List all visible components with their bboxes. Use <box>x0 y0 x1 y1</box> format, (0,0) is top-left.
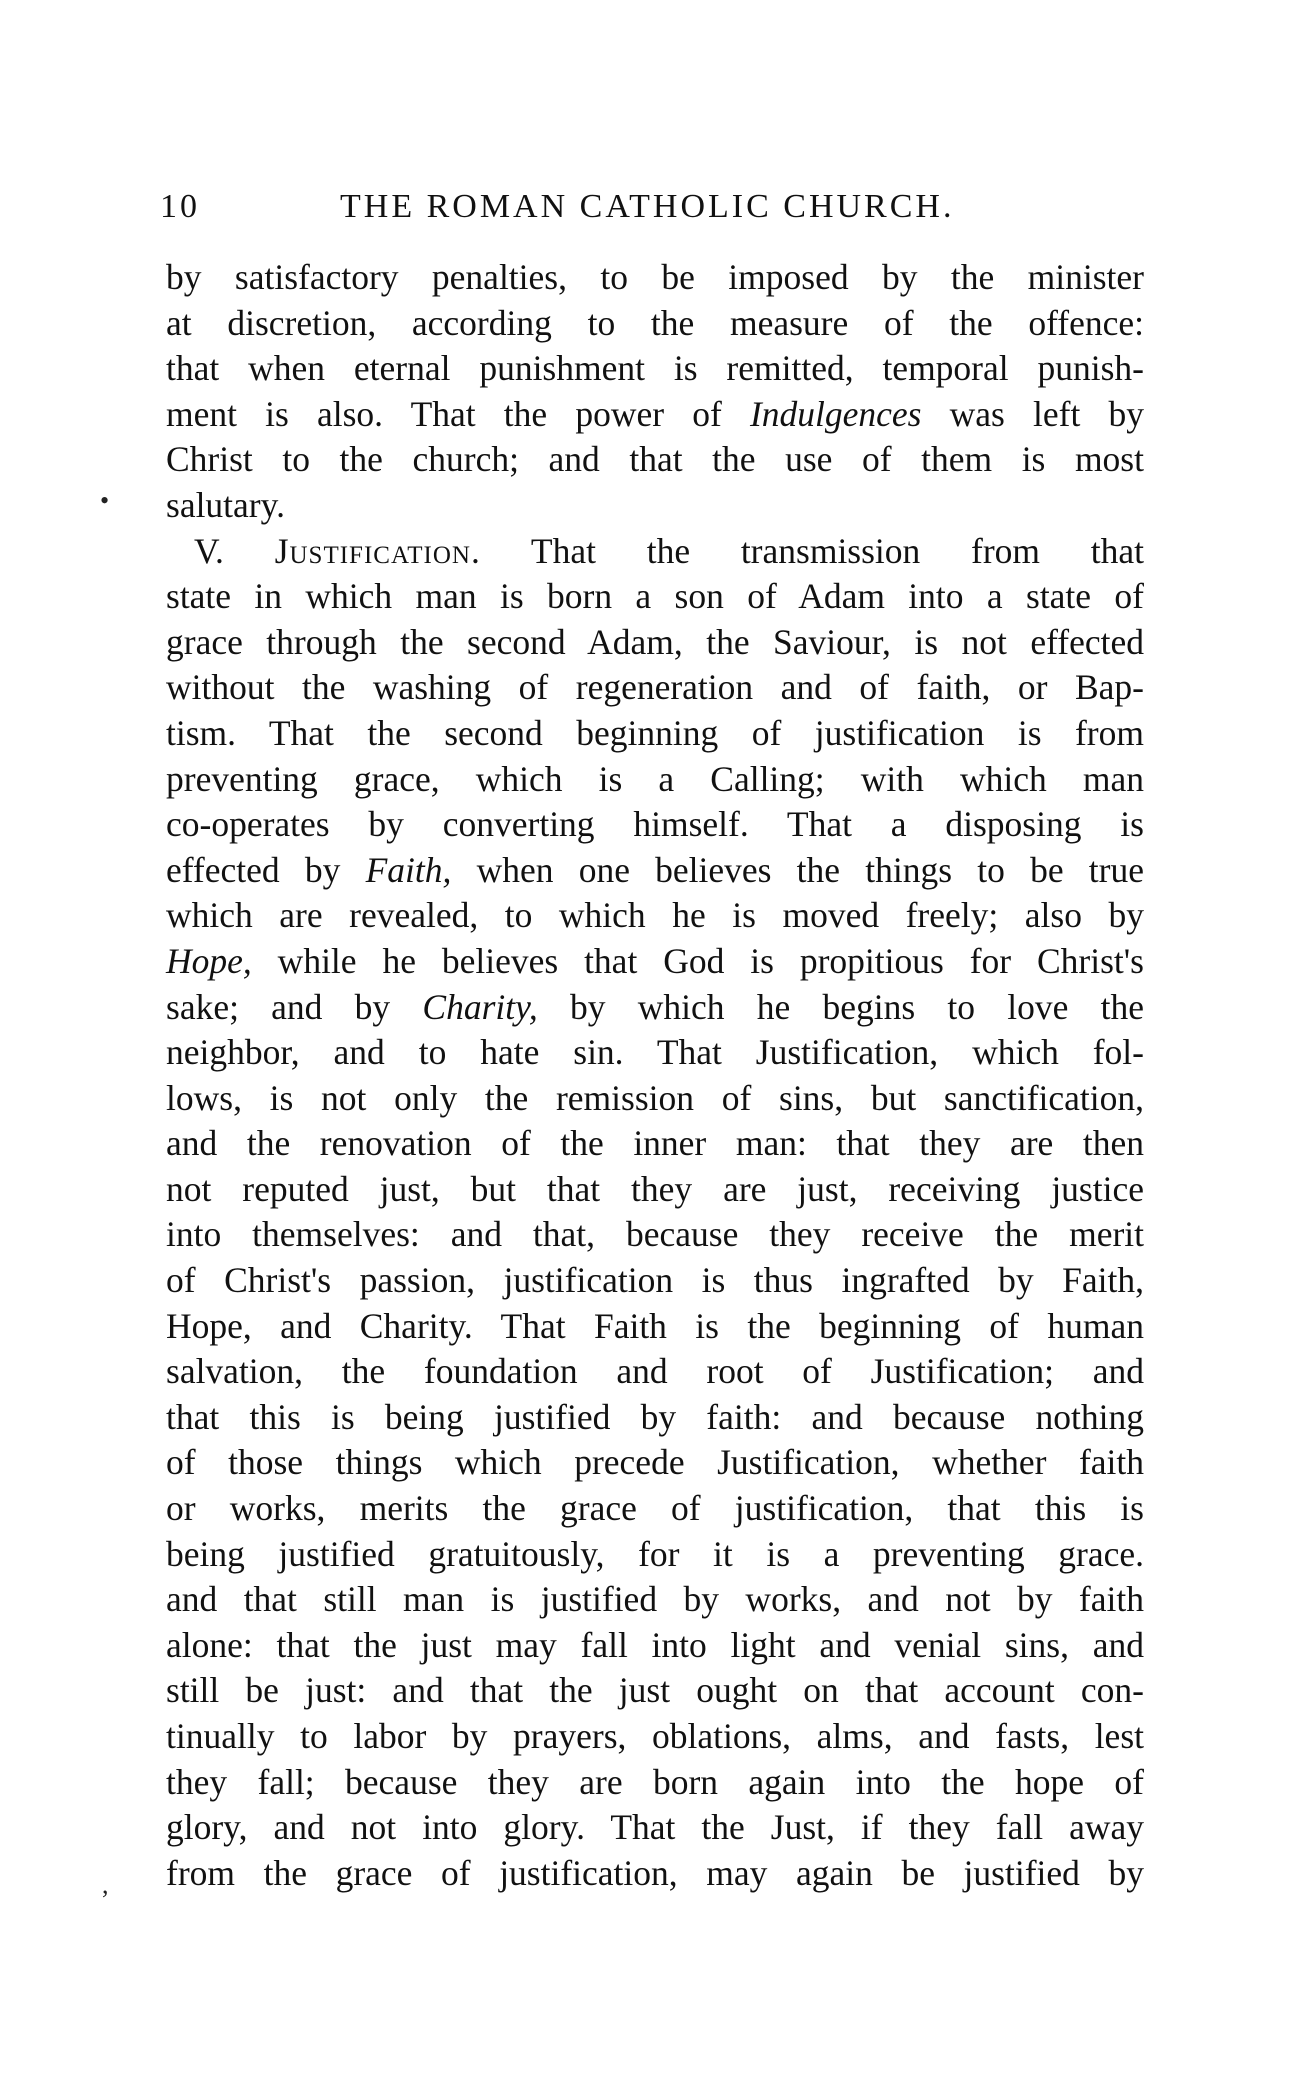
text-line <box>166 893 1144 939</box>
text-line <box>166 483 1144 529</box>
text-line <box>166 1395 1144 1441</box>
text-line <box>166 1440 1144 1486</box>
text-run: being justified gratuitously, for it is a preventing grace. <box>166 1533 1144 1574</box>
text-run: from the grace of justification, may again be justified by <box>166 1852 1144 1893</box>
text-line <box>166 1030 1144 1076</box>
text-run: tism. That the second beginning of justification is from <box>166 712 1144 753</box>
text-run: That the transmission from that <box>480 530 1145 571</box>
text-line <box>166 1623 1144 1669</box>
text-line <box>166 574 1144 620</box>
text-run: sake; and by <box>166 986 423 1027</box>
text-line <box>166 1121 1144 1167</box>
text-run: state in which man is born a son of Adam into a state of <box>166 576 1144 617</box>
italic-term: Indulgences <box>749 393 922 434</box>
text-run: while he believes that God is propitious for Christ's <box>251 940 1144 981</box>
text-line <box>166 392 1144 438</box>
text-line <box>166 1577 1144 1623</box>
text-run: of Christ's passion, justification is thus ingrafted by Faith, <box>166 1260 1144 1301</box>
text-line <box>166 1349 1144 1395</box>
text-line <box>166 1076 1144 1122</box>
text-line <box>166 437 1144 483</box>
page-header <box>160 182 1160 232</box>
text-line <box>166 529 1144 575</box>
text-line <box>166 848 1144 894</box>
text-run: Hope, and Charity. That Faith is the beginning of human <box>166 1305 1144 1346</box>
margin-mark: , <box>102 1870 109 1899</box>
text-line <box>166 1532 1144 1578</box>
text-run: of those things which precede Justification, whether faith <box>166 1442 1144 1483</box>
text-run: by satisfactory penalties, to be imposed by the minister <box>166 257 1144 297</box>
text-line <box>166 1167 1144 1213</box>
text-run: that this is being justified by faith: and because nothing <box>166 1396 1144 1437</box>
text-run: they fall; because they are born again into the hope of <box>166 1761 1144 1802</box>
text-run: which are revealed, to which he is moved freely; also by <box>166 895 1144 936</box>
text-line <box>166 1851 1144 1897</box>
text-run: salvation, the foundation and root of Justification; and <box>166 1351 1144 1392</box>
text-line <box>166 665 1144 711</box>
section-heading: Justification. <box>274 530 481 571</box>
page-number: 10 <box>160 188 200 225</box>
text-line <box>166 711 1144 757</box>
text-run: still be just: and that the just ought on that account con- <box>166 1670 1144 1711</box>
text-line <box>166 620 1144 666</box>
running-title: THE ROMAN CATHOLIC CHURCH. <box>340 188 955 225</box>
text-run: alone: that the just may fall into light and venial sins, and <box>166 1624 1144 1665</box>
text-run: was left by <box>921 393 1144 434</box>
text-run: neighbor, and to hate sin. That Justification, which fol- <box>166 1032 1144 1073</box>
body-text <box>166 255 1144 1896</box>
text-line <box>166 1212 1144 1258</box>
text-line <box>166 1258 1144 1304</box>
text-run: ment is also. That the power of <box>166 393 750 434</box>
text-line <box>166 1760 1144 1806</box>
text-line <box>166 985 1144 1031</box>
text-run: V. <box>194 530 275 571</box>
text-run: or works, merits the grace of justification, that this is <box>166 1488 1144 1529</box>
text-run: not reputed just, but that they are just, receiving justice <box>166 1168 1144 1209</box>
text-line <box>166 255 1144 301</box>
text-run: grace through the second Adam, the Saviour, is not effected <box>166 621 1144 662</box>
text-run: without the washing of regeneration and of faith, or Bap- <box>166 667 1144 708</box>
text-run: that when eternal punishment is remitted, temporal punish- <box>166 348 1144 389</box>
text-run: into themselves: and that, because they receive the merit <box>166 1214 1144 1255</box>
text-run: salutary. <box>166 484 285 525</box>
text-line <box>166 1486 1144 1532</box>
text-run: when one believes the things to be true <box>451 849 1144 890</box>
text-line <box>166 939 1144 985</box>
text-run: co-operates by converting himself. That a disposing is <box>166 804 1144 845</box>
text-run: effected by <box>166 849 366 890</box>
text-run: glory, and not into glory. That the Just, if they fall away <box>166 1807 1144 1848</box>
italic-term: Charity, <box>422 986 538 1027</box>
text-line <box>166 1805 1144 1851</box>
italic-term: Hope, <box>166 940 252 981</box>
text-line <box>166 1714 1144 1760</box>
text-line <box>166 1668 1144 1714</box>
text-run: and that still man is justified by works, and not by faith <box>166 1579 1144 1620</box>
margin-mark: • <box>100 486 110 515</box>
text-run: lows, is not only the remission of sins, but sanctification, <box>166 1077 1144 1118</box>
text-run: at discretion, according to the measure of the offence: <box>166 302 1144 343</box>
text-line <box>166 301 1144 347</box>
text-run: and the renovation of the inner man: that they are then <box>166 1123 1144 1164</box>
text-line <box>166 757 1144 803</box>
text-run: Christ to the church; and that the use of them is most <box>166 439 1144 480</box>
text-run: by which he begins to love the <box>537 986 1144 1027</box>
italic-term: Faith, <box>365 849 452 890</box>
text-run: preventing grace, which is a Calling; with which man <box>166 758 1144 799</box>
text-run: tinually to labor by prayers, oblations, alms, and fasts, lest <box>166 1716 1144 1756</box>
text-line <box>166 346 1144 392</box>
text-line <box>166 802 1144 848</box>
text-line <box>166 1304 1144 1350</box>
